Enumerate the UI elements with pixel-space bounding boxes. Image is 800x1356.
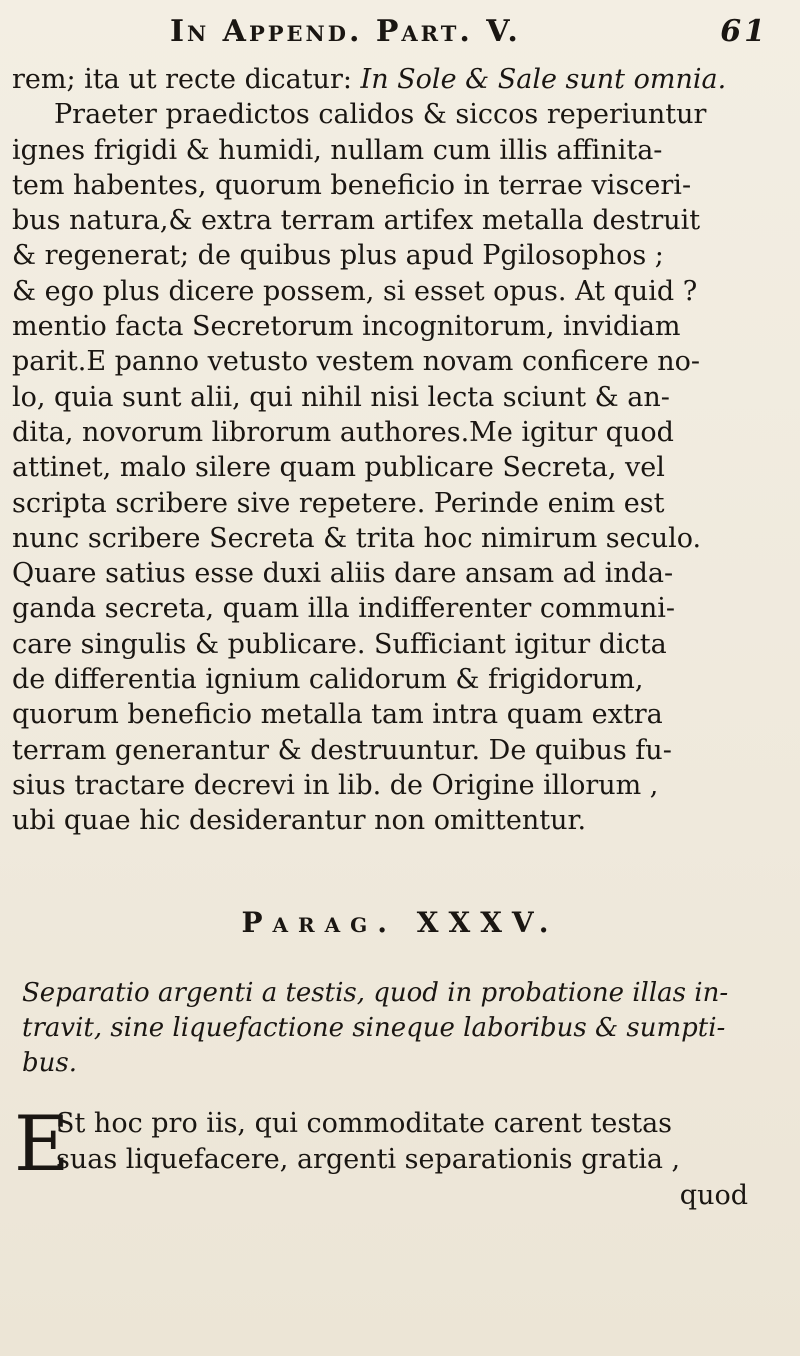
text-line: scripta scribere sive repetere. Perinde enim est: [12, 487, 665, 519]
text-line: & ego plus dicere possem, si esset opus. At quid ?: [12, 275, 698, 307]
text-line: nunc scribere Secreta & trita hoc nimirum seculo.: [12, 522, 702, 554]
text-line: & regenerat; de quibus plus apud Pgilosophos ;: [12, 240, 664, 272]
text-line: terram generantur & destruuntur. De quibus fu-: [12, 734, 672, 766]
text-line: bus natura,& extra terram artifex metalla destruit: [12, 205, 701, 237]
catchword: quod: [679, 1180, 748, 1211]
main-paragraph: [12, 62, 772, 839]
text-line: Quare satius esse duxi aliis dare ansam ad inda-: [12, 558, 674, 590]
text-line: suas liquefacere, argenti separationis gratia ,: [56, 1144, 681, 1175]
text-line: St hoc pro iis, qui commoditate carent testas: [56, 1108, 673, 1139]
section-heading: Parag. XXXV.: [241, 906, 559, 939]
drop-capital: E: [14, 1099, 70, 1188]
text-line: dita, novorum librorum authores.Me igitur quod: [12, 416, 674, 448]
italic-phrase: In Sole & Sale sunt omnia.: [360, 64, 727, 95]
text-line: ubi quae hic desiderantur non omittentur.: [12, 805, 587, 837]
page-number: 61: [720, 14, 768, 49]
text-line: de differentia ignium calidorum & frigidorum,: [12, 664, 644, 696]
text-span: rem; ita ut recte dicatur:: [12, 64, 361, 95]
text-line: Praeter praedictos calidos & siccos reperiuntur: [54, 99, 707, 131]
text-line: lo, quia sunt alii, qui nihil nisi lecta sciunt & an-: [12, 381, 670, 413]
text-line: ganda secreta, quam illa indifferenter communi-: [12, 593, 676, 625]
text-line: mentio facta Secretorum incognitorum, invidiam: [12, 311, 681, 343]
running-head: [170, 14, 780, 54]
text-line: ignes frigidi & humidi, nullam cum illis affinita-: [12, 134, 663, 166]
text-line: tem habentes, quorum beneficio in terrae visceri-: [12, 169, 692, 201]
text-line: care singulis & publicare. Sufficiant igitur dicta: [12, 628, 667, 660]
summary-line: bus.: [22, 1048, 77, 1078]
text-line: [12, 62, 772, 97]
second-paragraph: [14, 1099, 774, 1214]
text-line: attinet, malo silere quam publicare Secreta, vel: [12, 452, 665, 484]
summary-line: Separatio argenti a testis, quod in probatione illas in-: [22, 978, 729, 1008]
running-head-title: In Append. Part. V.: [170, 14, 521, 49]
text-line: sius tractare decrevi in lib. de Origine illorum ,: [12, 769, 659, 801]
summary-line: travit, sine liquefactione sineque laboribus & sumpti-: [22, 1013, 726, 1043]
section-summary: [22, 976, 782, 1081]
text-line: parit.E panno vetusto vestem novam conficere no-: [12, 346, 701, 378]
text-line: quorum beneficio metalla tam intra quam extra: [12, 699, 663, 731]
